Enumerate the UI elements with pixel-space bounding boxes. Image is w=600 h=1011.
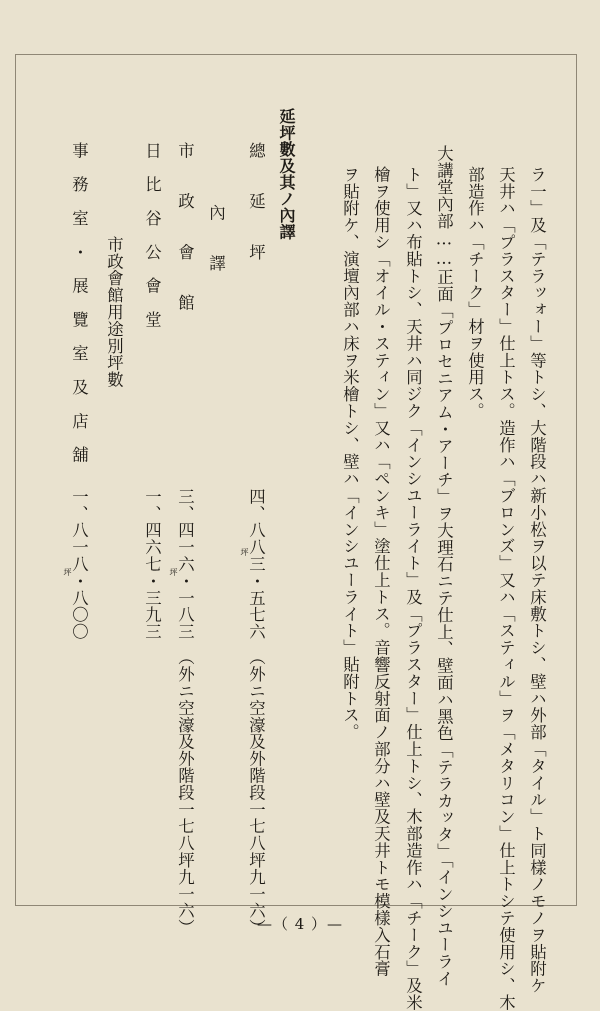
city-hall-label: 市 政 會 館 — [175, 142, 195, 311]
body-column-4: 大講堂內部……正面「プロセニアム・アーチ」ヲ大理石ニテ仕上、壁面ハ黑色「テラカッタ」「インシユーライ — [434, 145, 454, 987]
office-exhibition-shop-label: 事 務 室 ・ 展 覽 室 及 店 舖 — [69, 142, 89, 464]
page-number: —（ 4 ）— — [256, 915, 344, 933]
body-column-3: 部造作ハ「チーク」材ヲ使用ス。 — [465, 166, 485, 420]
city-hall-value: 三、四一六・一八三 （外ニ空濠及外階段一七八坪九一六） — [175, 488, 195, 937]
unit-mark-2: 坪 — [169, 568, 178, 577]
total-floor-area-label: 總 延 坪 — [246, 142, 266, 261]
usage-table-heading: 市政會館用途別坪數 — [104, 236, 124, 389]
unit-mark-1: 坪 — [240, 548, 249, 557]
body-column-7: ヲ貼附ケ、演壇內部ハ床ヲ米檜トシ、壁ハ「インシユーライト」貼附トス。 — [340, 166, 360, 741]
body-column-2: 天井ハ「プラスター」仕上トス。造作ハ「ブロンズ」又ハ「スティル」ヲ「メタリコン」仕上トシテ使用シ、木 — [496, 166, 516, 1011]
office-exhibition-shop-value: 一、八一八・八〇〇 — [69, 488, 89, 641]
body-column-1: ラ一」及「テラッォー」等トシ、大階段ハ新小松ヲ以テ床敷トシ、壁ハ外部「タイル」ト同樣ノモノヲ貼附ケ — [527, 166, 547, 995]
total-floor-area-value: 四、八八三・五七六 （外ニ空濠及外階段一七八坪九一六） — [246, 488, 266, 937]
body-column-5: ト」又ハ布貼トシ、天井ハ同ジク「インシユーライト」及「プラスター」仕上トシ、木部造作ハ「チーク」及米 — [403, 166, 423, 1011]
section-heading: 延坪數及其ノ內譯 — [277, 108, 296, 240]
unit-mark-3: 坪 — [63, 568, 72, 577]
body-column-6: 檜ヲ使用シ「オイル・スティン」又ハ「ペンキ」塗仕上トス。音響反射面ノ部分ハ壁及天井トモ模樣入石膏 — [371, 166, 391, 978]
page-frame — [15, 54, 577, 906]
hibiya-hall-value: 一、四六七・三九三 — [142, 488, 162, 641]
breakdown-label: 內 譯 — [206, 204, 226, 272]
hibiya-hall-label: 日 比 谷 公 會 堂 — [142, 142, 162, 328]
